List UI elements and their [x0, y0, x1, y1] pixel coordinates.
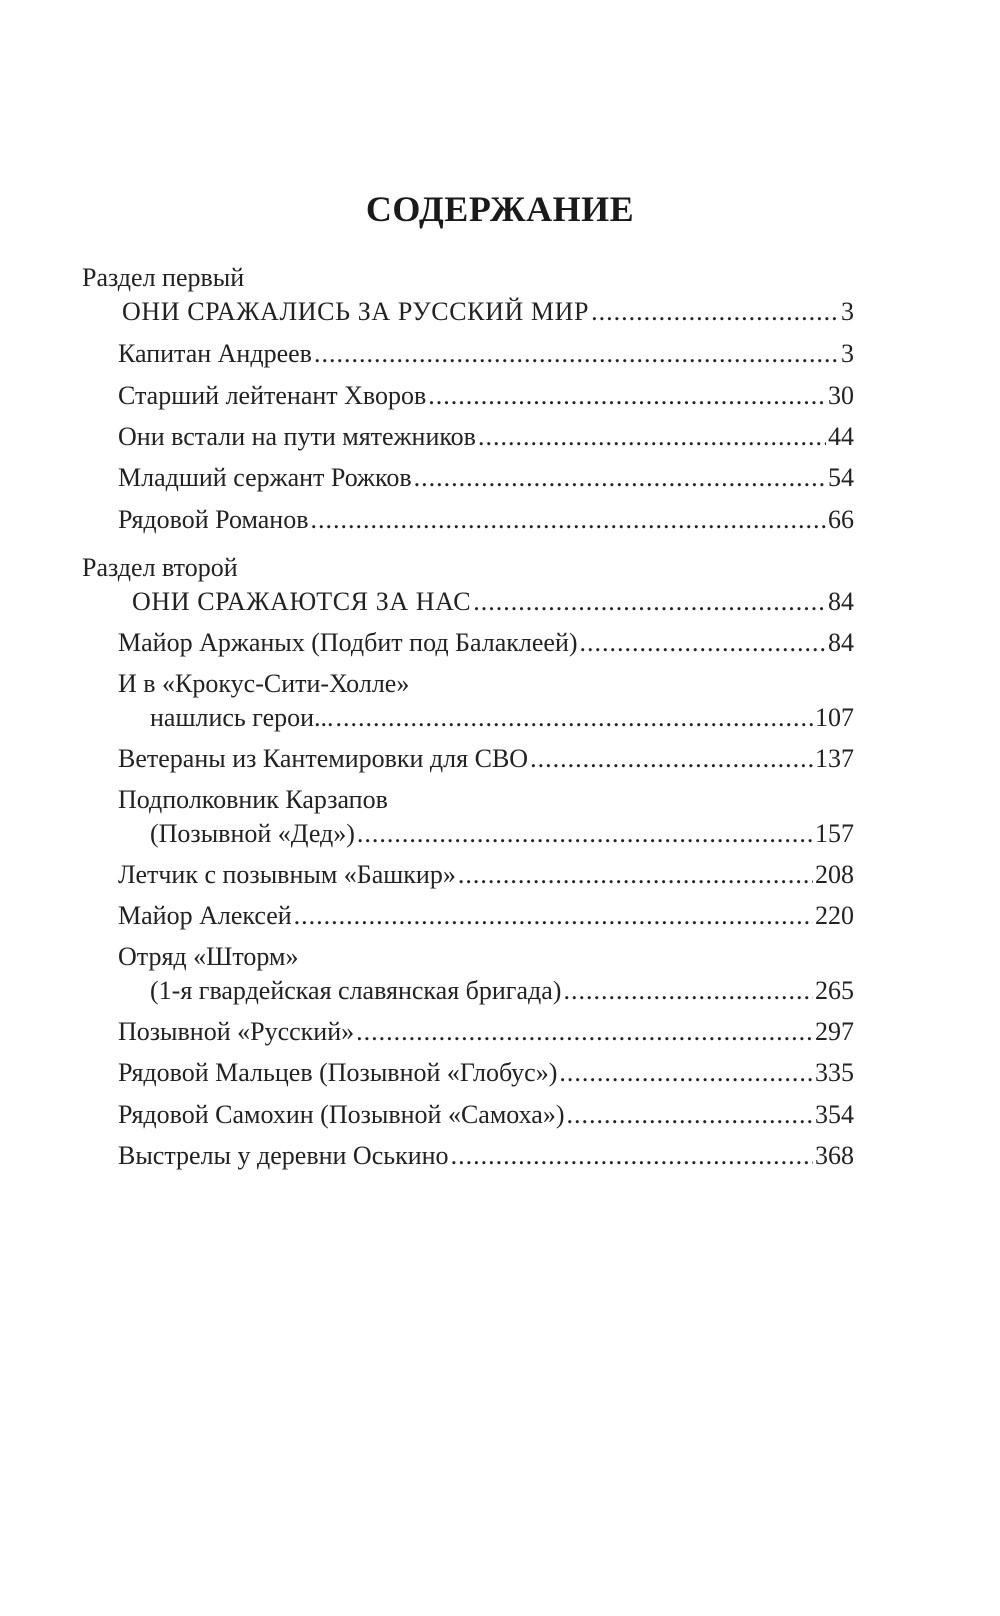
section-heading-entry[interactable] — [132, 586, 854, 618]
entry-title: нашлись герои... — [150, 703, 334, 732]
dot-leader — [478, 421, 826, 453]
section-heading: ОНИ СРАЖАЮТСЯ ЗА НАС — [132, 587, 472, 616]
toc-entry[interactable] — [118, 1016, 854, 1048]
dot-leader — [580, 627, 826, 659]
dot-leader — [414, 462, 826, 494]
page-number: 354 — [815, 1100, 854, 1129]
dot-leader — [559, 1057, 813, 1089]
dot-leader — [458, 859, 813, 891]
dot-leader — [451, 1140, 813, 1172]
page-number: 157 — [815, 819, 854, 848]
toc-entry[interactable] — [118, 380, 854, 412]
dot-leader — [473, 586, 826, 618]
toc-entry[interactable] — [118, 504, 854, 536]
entry-title: Майор Алексей — [118, 901, 292, 930]
page-number: 84 — [828, 587, 854, 616]
page-number: 30 — [828, 381, 854, 410]
dot-leader — [563, 975, 813, 1007]
entry-title: Капитан Андреев — [118, 339, 312, 368]
toc-entry[interactable] — [118, 1099, 854, 1131]
toc-entry[interactable] — [118, 338, 854, 370]
page-number: 220 — [815, 901, 854, 930]
dot-leader — [336, 702, 813, 734]
section-label: Раздел первый — [82, 263, 245, 292]
page-number: 368 — [815, 1141, 854, 1170]
page-number: 297 — [815, 1017, 854, 1046]
entry-title: Рядовой Романов — [118, 505, 309, 534]
dot-leader — [567, 1099, 813, 1131]
entry-title: Рядовой Самохин (Позывной «Самоха») — [118, 1100, 565, 1129]
dot-leader — [357, 818, 813, 850]
toc-entry[interactable] — [118, 859, 854, 891]
dot-leader — [591, 296, 839, 328]
page-number: 54 — [828, 463, 854, 492]
dot-leader — [356, 1016, 813, 1048]
page-number: 335 — [815, 1058, 854, 1087]
entry-title: Ветераны из Кантемировки для СВО — [118, 744, 529, 773]
entry-title: Они встали на пути мятежников — [118, 422, 476, 451]
page-number: 107 — [815, 703, 854, 732]
entry-title: Выстрелы у деревни Оськино — [118, 1141, 449, 1170]
entry-title: Рядовой Мальцев (Позывной «Глобус») — [118, 1058, 558, 1087]
page-number: 137 — [815, 744, 854, 773]
page-number: 44 — [828, 422, 854, 451]
page-number: 208 — [815, 860, 854, 889]
entry-title: Старший лейтенант Хворов — [118, 381, 427, 410]
entry-title: (Позывной «Дед») — [150, 819, 355, 848]
dot-leader — [294, 900, 813, 932]
dot-leader — [530, 743, 813, 775]
toc-entry[interactable] — [118, 900, 854, 932]
section-heading: ОНИ СРАЖАЛИСЬ ЗА РУССКИЙ МИР — [122, 297, 590, 326]
dot-leader — [311, 504, 827, 536]
entry-title: (1-я гвардейская славянская бригада) — [150, 976, 562, 1005]
page-number: 84 — [828, 628, 854, 657]
page-number: 3 — [841, 339, 854, 368]
entry-title: Позывной «Русский» — [118, 1017, 355, 1046]
toc-entry[interactable] — [150, 975, 854, 1007]
toc-entry[interactable] — [118, 421, 854, 453]
page-number: 66 — [828, 505, 854, 534]
section-label: Раздел второй — [82, 553, 238, 582]
page-number: 265 — [815, 976, 854, 1005]
entry-title: Младший сержант Рожков — [118, 463, 412, 492]
toc-entry[interactable] — [150, 818, 854, 850]
entry-title: Майор Аржаных (Подбит под Балаклеей) — [118, 628, 578, 657]
dot-leader — [314, 338, 839, 370]
dot-leader — [428, 380, 826, 412]
toc-entry[interactable] — [118, 462, 854, 494]
entry-title-first-line: И в «Крокус-Сити-Холле» — [118, 669, 410, 698]
toc-entry[interactable] — [118, 1140, 854, 1172]
toc-entry[interactable] — [118, 1057, 854, 1089]
toc-entry[interactable] — [118, 627, 854, 659]
section-heading-entry[interactable] — [122, 296, 854, 328]
entry-title: Летчик с позывным «Башкир» — [118, 860, 456, 889]
toc-entry[interactable] — [150, 702, 854, 734]
entry-title-first-line: Отряд «Шторм» — [118, 942, 299, 971]
page-title: СОДЕРЖАНИЕ — [365, 189, 635, 229]
page-number: 3 — [841, 297, 854, 326]
toc-entry[interactable] — [118, 743, 854, 775]
entry-title-first-line: Подполковник Карзапов — [118, 785, 388, 814]
